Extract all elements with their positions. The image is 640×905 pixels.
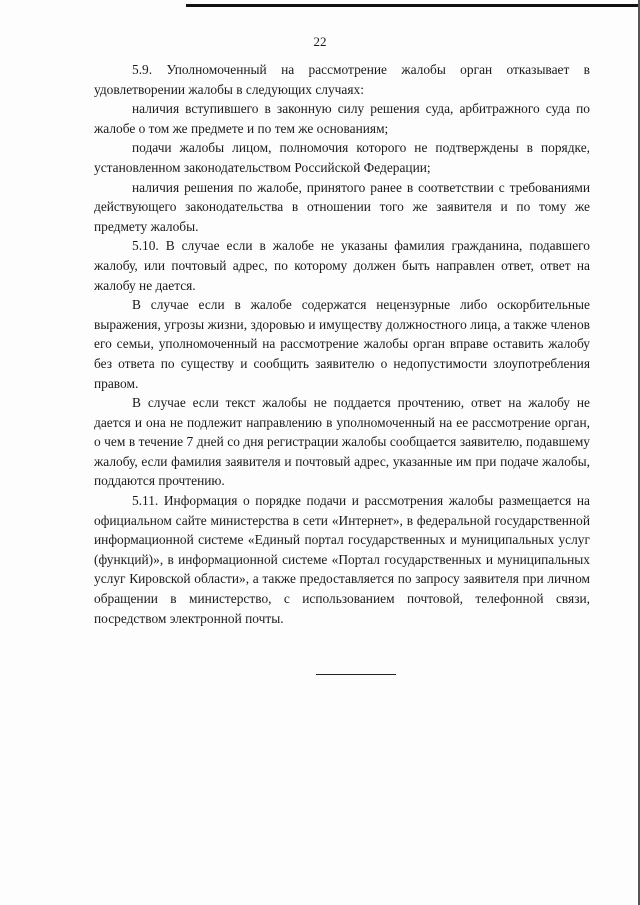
paragraph-5-11: 5.11. Информация о порядке подачи и рассмотрения жалобы размещается на официальном сайте министерства в сети «Интернет», в федеральной государственной информационной системе «Единый портал государственных и муниципальных услуг (функций)», в информационной системе «Портал государственных и муниципальных услуг Кировской области», а также предоставляется по запросу заявителя при личном обращении в министерство, с использованием почтовой, телефонной связи, посредством электронной почты. <box>94 493 590 626</box>
page-number: 22 <box>313 34 327 49</box>
paragraph-5-9-authority: подачи жалобы лицом, полномочия которого не подтверждены в порядке, установленном законодательством Российской Федерации; <box>94 140 590 175</box>
paragraph-5-10-offensive: В случае если в жалобе содержатся нецензурные либо оскорбительные выражения, угрозы жизни, здоровью и имуществу должностного лица, а также членов его семьи, уполномоченный на рассмотрение жалобы орган вправе оставить жалобу без ответа по существу и сообщить заявителю о недопустимости злоупотребления правом. <box>94 297 590 391</box>
closing-rule <box>316 674 396 675</box>
scan-edge-top <box>186 4 640 7</box>
paragraph-5-9: 5.9. Уполномоченный на рассмотрение жалобы орган отказывает в удовлетворении жалобы в следующих случаях: <box>94 62 590 97</box>
paragraph-5-10: 5.10. В случае если в жалобе не указаны фамилия гражданина, подавшего жалобу, или почтовый адрес, по которому должен быть направлен ответ, ответ на жалобу не дается. <box>94 238 590 293</box>
document-body <box>94 60 590 628</box>
paragraph-5-9-prior-decision: наличия решения по жалобе, принятого ранее в соответствии с требованиями действующего законодательства в отношении того же заявителя и по тому же предмету жалобы. <box>94 179 590 234</box>
paragraph-5-10-unreadable: В случае если текст жалобы не поддается прочтению, ответ на жалобу не дается и она не подлежит направлению в уполномоченный на ее рассмотрение орган, о чем в течение 7 дней со дня регистрации жалобы сообщается заявителю, подавшему жалобу, если фамилия заявителя и почтовый адрес, указанные им при подаче жалобы, поддаются прочтению. <box>94 395 590 489</box>
paragraph-5-9-court-decision: наличия вступившего в законную силу решения суда, арбитражного суда по жалобе о том же предмете и по тем же основаниям; <box>94 101 590 136</box>
